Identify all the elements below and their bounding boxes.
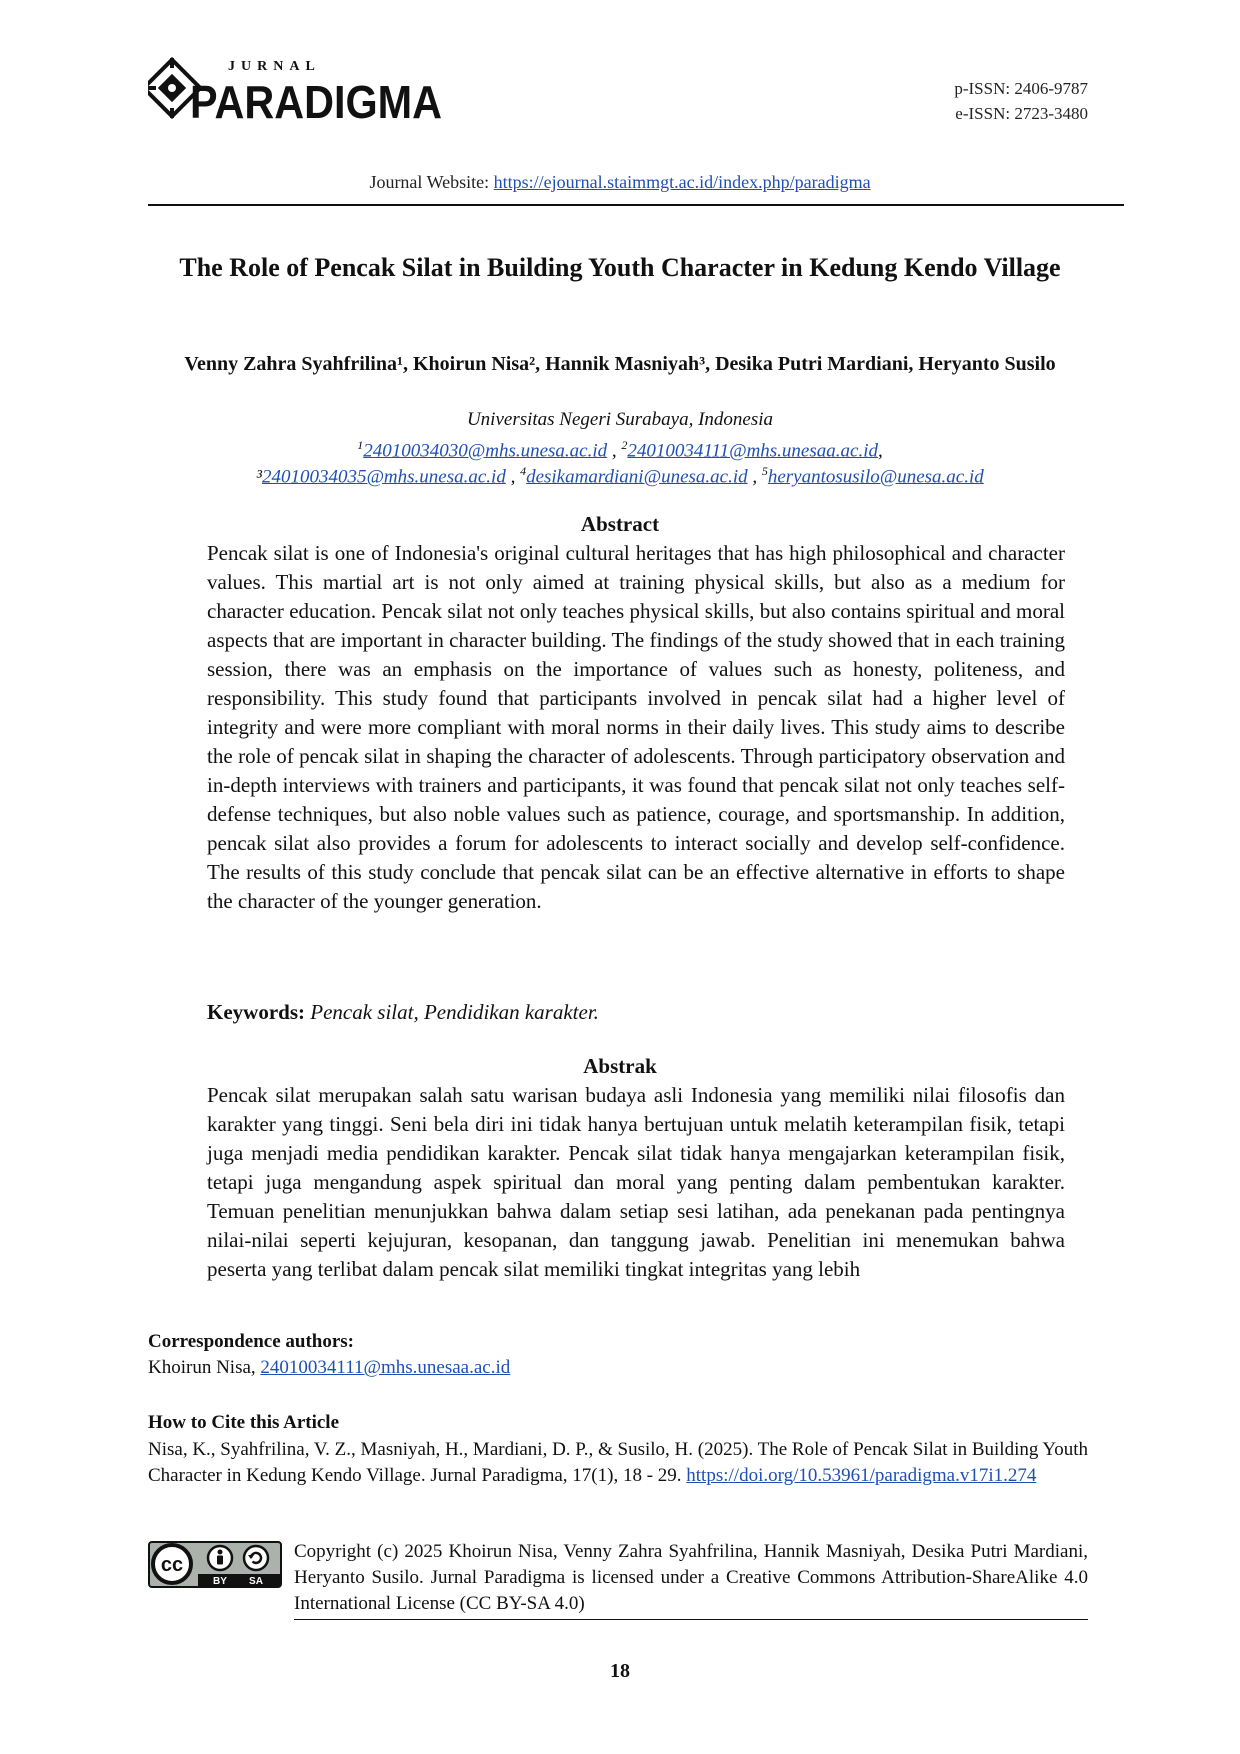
email-link[interactable]: 24010034030@mhs.unesa.ac.id bbox=[363, 440, 608, 462]
abstract-body: Pencak silat is one of Indonesia's original cultural heritages that has high philosophical and character values. This martial art is not only aimed at training physical skills, but also as a medium for character education. Pencak silat not only teaches physical skills, but also contains spiritual and moral aspects that are important in character building. The findings of the study showed that in each training session, there was an emphasis on the importance of values such as honesty, politeness, and responsibility. This study found that participants involved in pencak silat had a higher level of integrity and were more compliant with moral norms in their daily lives. This study aims to describe the role of pencak silat in shaping the character of adolescents. Through participatory observation and in-depth interviews with trainers and participants, it was found that pencak silat not only teaches self-defense techniques, but also noble values such as patience, courage, and sportsmanship. In addition, pencak silat also provides a forum for adolescents to interact socially and develop self-confidence. The results of this study conclude that pencak silat can be an effective alternative in efforts to shape the character of the younger generation. bbox=[207, 541, 1065, 913]
logo-main-text: PARADIGMA bbox=[190, 76, 442, 126]
e-issn: e-ISSN: 2723-3480 bbox=[955, 104, 1088, 123]
page-number: 18 bbox=[610, 1660, 630, 1682]
cc-by-sa-badge[interactable] bbox=[148, 1541, 282, 1588]
journal-website bbox=[0, 172, 1240, 193]
email-sup: ³ bbox=[256, 466, 262, 488]
p-issn: p-ISSN: 2406-9787 bbox=[954, 79, 1088, 98]
correspondence-email-link[interactable]: 24010034111@mhs.unesaa.ac.id bbox=[260, 1357, 511, 1378]
citation-text bbox=[148, 1437, 1088, 1489]
email-line-1: $^1$24010034030@mhs.unesa.ac.id , $^2$24010034111@mhs.unesaa.ac.id, bbox=[357, 438, 883, 462]
website-link[interactable]: https://ejournal.staimmgt.ac.id/index.php/paradigma bbox=[493, 172, 871, 192]
email-sup: 5 bbox=[761, 464, 768, 478]
email-link[interactable]: desikamardiani@unesa.ac.id bbox=[526, 466, 748, 488]
correspondence-name: Khoirun Nisa, bbox=[148, 1357, 261, 1378]
by-label: BY bbox=[213, 1576, 227, 1587]
author-list: Venny Zahra Syahfrilina¹, Khoirun Nisa², Hannik Masniyah³, Desika Putri Mardiani, Heryanto Susilo bbox=[184, 353, 1056, 375]
keywords bbox=[207, 1000, 1065, 1025]
header-divider bbox=[148, 204, 1124, 206]
abstract-heading: Abstract bbox=[580, 512, 660, 536]
issn-block bbox=[954, 76, 1088, 126]
email-link[interactable]: heryantosusilo@unesa.ac.id bbox=[767, 466, 984, 488]
keywords-label: Keywords: bbox=[207, 1000, 305, 1024]
doi-link[interactable]: https://doi.org/10.53961/paradigma.v17i1.274 bbox=[686, 1465, 1037, 1486]
keywords-value: Pencak silat, Pendidikan karakter. bbox=[305, 1000, 599, 1024]
email-link[interactable]: 24010034035@mhs.unesa.ac.id bbox=[261, 466, 506, 488]
email-line-2: ³24010034035@mhs.unesa.ac.id , $^4$desikamardiani@unesa.ac.id , $^5$heryantosusilo@unesa.ac.id bbox=[256, 464, 984, 488]
cc-icon: cc bbox=[160, 1554, 184, 1576]
abstrak-heading: Abstrak bbox=[583, 1054, 657, 1078]
sa-label: SA bbox=[249, 1576, 263, 1587]
email-link[interactable]: 24010034111@mhs.unesaa.ac.id bbox=[627, 440, 878, 462]
email-sup: 1 bbox=[357, 438, 364, 452]
footer-divider bbox=[294, 1619, 1088, 1620]
journal-logo bbox=[148, 52, 448, 126]
abstrak-body: Pencak silat merupakan salah satu warisan budaya asli Indonesia yang memiliki nilai filosofis dan karakter yang tinggi. Seni bela diri ini tidak hanya bertujuan untuk melatih keterampilan fisik, tetapi juga menjadi media pendidikan karakter. Pencak silat tidak hanya mengajarkan keterampilan fisik, tetapi juga mengandung aspek spiritual dan moral yang penting dalam pembentukan karakter. Temuan penelitian menunjukkan bahwa dalam setiap sesi latihan, ada penekanan pada pentingnya nilai-nilai seperti kejujuran, kesopanan, dan tanggung jawab. Penelitian ini menemukan bahwa peserta yang terlibat dalam pencak silat memiliki tingkat integritas yang lebih bbox=[207, 1083, 1065, 1281]
citation-heading: How to Cite this Article bbox=[148, 1412, 340, 1433]
sa-icon bbox=[244, 1546, 268, 1570]
email-sup: 2 bbox=[621, 438, 628, 452]
logo-top-text: JURNAL bbox=[228, 59, 321, 74]
website-label: Journal Website: bbox=[369, 172, 494, 192]
copyright-notice: Copyright (c) 2025 Khoirun Nisa, Venny Zahra Syahfrilina, Hannik Masniyah, Desika Putri Mardiani, Heryanto Susilo. Jurnal Paradigma is licensed under a Creative Commons Attribution-ShareAlike 4.0 International License (CC BY-SA 4.0) bbox=[294, 1541, 1088, 1614]
article-title: The Role of Pencak Silat in Building Youth Character in Kedung Kendo Village bbox=[179, 253, 1061, 282]
by-icon bbox=[208, 1546, 232, 1570]
affiliation: Universitas Negeri Surabaya, Indonesia bbox=[466, 409, 774, 430]
correspondence-author bbox=[148, 1357, 510, 1379]
citation-reference: Nisa, K., Syahfrilina, V. Z., Masniyah, H., Mardiani, D. P., & Susilo, H. (2025). The Role of Pencak Silat in Building Youth Character in Kedung Kendo Village. Jurnal Paradigma, 17(1), 18 - 29. bbox=[148, 1439, 1088, 1486]
email-sup: 4 bbox=[520, 464, 527, 478]
correspondence-heading: Correspondence authors: bbox=[148, 1331, 355, 1352]
